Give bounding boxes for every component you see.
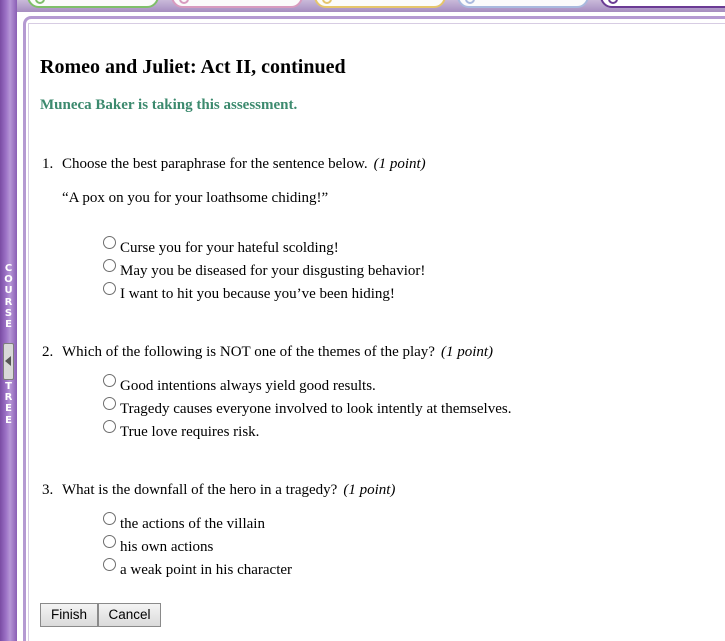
radio-button[interactable] (103, 512, 116, 525)
question-number: 2. (42, 344, 54, 360)
option-label[interactable]: True love requires risk. (120, 424, 260, 440)
rail-letter: S (4, 307, 13, 319)
option-label[interactable]: the actions of the villain (120, 516, 265, 532)
rail-letter: E (5, 414, 12, 426)
option-label[interactable]: Good intentions always yield good results. (120, 378, 376, 394)
question-points: (1 point) (343, 482, 396, 498)
question-text: Choose the best paraphrase for the sentence below. (62, 156, 368, 172)
course-tree-toggle-button[interactable] (3, 343, 14, 380)
radio-button[interactable] (103, 558, 116, 571)
rail-letter: O (4, 274, 13, 286)
nav-tab-2[interactable] (171, 0, 303, 8)
option-label[interactable]: Tragedy causes everyone involved to look intently at themselves. (120, 401, 512, 417)
tab-circle-icon (179, 0, 189, 4)
nav-tab-4[interactable] (457, 0, 589, 8)
question-text: What is the downfall of the hero in a tragedy? (62, 482, 338, 498)
question-3 (42, 482, 395, 499)
rail-letter: R (4, 392, 13, 404)
tab-circle-icon (608, 0, 618, 4)
question-text: Which of the following is NOT one of the themes of the play? (62, 344, 435, 360)
option-label[interactable]: I want to hit you because you’ve been hiding! (120, 286, 395, 302)
radio-button[interactable] (103, 397, 116, 410)
radio-button[interactable] (103, 374, 116, 387)
top-tab-strip (17, 0, 725, 12)
cancel-button[interactable]: Cancel (98, 603, 161, 627)
rail-letter: R (4, 296, 13, 308)
course-tree-rail[interactable] (0, 0, 17, 641)
question-quote: “A pox on you for your loathsome chiding!” (62, 190, 329, 206)
nav-tab-1[interactable] (27, 0, 159, 8)
option-label[interactable]: a weak point in his character (120, 562, 293, 578)
question-points: (1 point) (373, 156, 426, 172)
tree-label (0, 381, 17, 426)
question-number: 3. (42, 482, 54, 498)
tab-circle-icon (35, 0, 45, 4)
page-title: Romeo and Juliet: Act II, continued (40, 56, 346, 78)
collapse-arrow-icon (5, 356, 11, 366)
rail-letter: E (5, 403, 12, 415)
tab-circle-icon (322, 0, 332, 4)
finish-button[interactable]: Finish (40, 603, 98, 627)
question-1 (42, 156, 426, 173)
question-points: (1 point) (440, 344, 494, 360)
rail-letter: T (5, 381, 12, 392)
rail-letter: C (4, 263, 13, 274)
radio-button[interactable] (103, 236, 116, 249)
rail-letter: E (5, 319, 12, 331)
rail-letter: U (4, 285, 13, 297)
radio-button[interactable] (103, 420, 116, 433)
nav-tab-3[interactable] (314, 0, 446, 8)
option-label[interactable]: May you be diseased for your disgusting behavior! (120, 263, 426, 279)
radio-button[interactable] (103, 535, 116, 548)
radio-button[interactable] (103, 282, 116, 295)
option-label[interactable]: Curse you for your hateful scolding! (120, 240, 339, 256)
radio-button[interactable] (103, 259, 116, 272)
option-label[interactable]: his own actions (120, 539, 214, 555)
nav-tab-5-active[interactable] (600, 0, 725, 8)
tab-circle-icon (465, 0, 475, 4)
question-2 (42, 344, 493, 361)
question-number: 1. (42, 156, 54, 172)
course-label (0, 263, 17, 330)
taker-notice: Muneca Baker is taking this assessment. (40, 97, 298, 113)
